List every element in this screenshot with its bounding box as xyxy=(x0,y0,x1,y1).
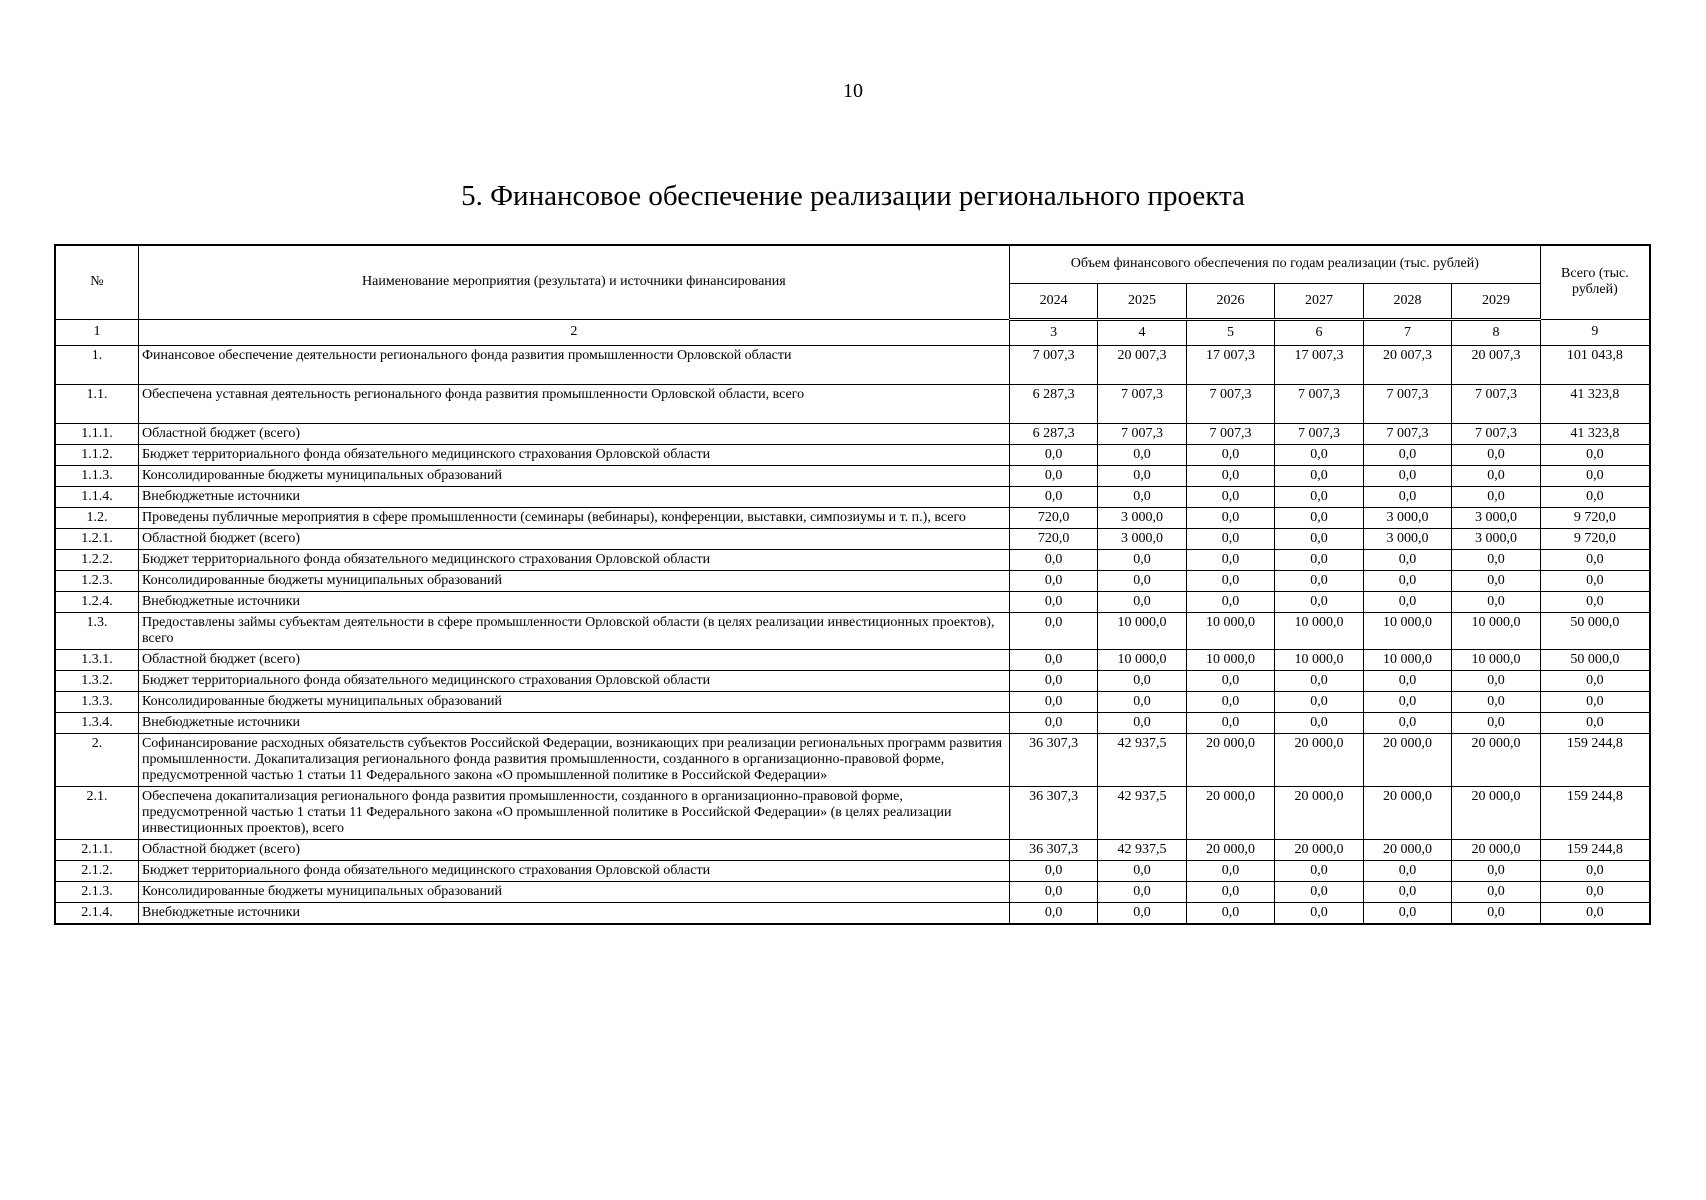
column-numbers-row xyxy=(55,319,1650,345)
table-row xyxy=(55,465,1650,486)
row-year-value: 36 307,3 xyxy=(1009,839,1097,860)
table-row xyxy=(55,839,1650,860)
row-index: 1.2.1. xyxy=(55,528,138,549)
row-year-value: 3 000,0 xyxy=(1452,507,1541,528)
row-year-value: 0,0 xyxy=(1009,649,1097,670)
row-name: Областной бюджет (всего) xyxy=(138,649,1009,670)
row-index: 2.1.1. xyxy=(55,839,138,860)
row-year-value: 0,0 xyxy=(1452,591,1541,612)
row-year-value: 20 000,0 xyxy=(1275,839,1363,860)
row-year-value: 0,0 xyxy=(1363,902,1451,924)
row-year-value: 20 000,0 xyxy=(1452,786,1541,839)
table-row xyxy=(55,570,1650,591)
row-name: Областной бюджет (всего) xyxy=(138,423,1009,444)
row-year-value: 0,0 xyxy=(1275,860,1363,881)
row-year-value: 0,0 xyxy=(1275,444,1363,465)
row-total-value: 0,0 xyxy=(1540,670,1650,691)
row-year-value: 10 000,0 xyxy=(1098,649,1186,670)
row-year-value: 0,0 xyxy=(1009,444,1097,465)
row-year-value: 10 000,0 xyxy=(1098,612,1186,649)
table-row xyxy=(55,670,1650,691)
row-year-value: 0,0 xyxy=(1452,902,1541,924)
row-year-value: 6 287,3 xyxy=(1009,384,1097,423)
column-number: 6 xyxy=(1275,319,1363,345)
row-year-value: 20 000,0 xyxy=(1186,839,1274,860)
row-year-value: 0,0 xyxy=(1452,881,1541,902)
row-name: Внебюджетные источники xyxy=(138,712,1009,733)
row-year-value: 0,0 xyxy=(1186,444,1274,465)
row-year-value: 0,0 xyxy=(1452,465,1541,486)
row-total-value: 41 323,8 xyxy=(1540,384,1650,423)
row-year-value: 3 000,0 xyxy=(1098,507,1186,528)
row-name: Консолидированные бюджеты муниципальных образований xyxy=(138,881,1009,902)
row-year-value: 10 000,0 xyxy=(1275,612,1363,649)
row-year-value: 0,0 xyxy=(1098,549,1186,570)
row-year-value: 20 000,0 xyxy=(1186,786,1274,839)
row-index: 1.1.1. xyxy=(55,423,138,444)
row-total-value: 0,0 xyxy=(1540,712,1650,733)
row-year-value: 0,0 xyxy=(1009,465,1097,486)
row-year-value: 10 000,0 xyxy=(1452,612,1541,649)
row-year-value: 0,0 xyxy=(1009,591,1097,612)
row-total-value: 0,0 xyxy=(1540,691,1650,712)
row-year-value: 0,0 xyxy=(1186,860,1274,881)
row-year-value: 42 937,5 xyxy=(1098,839,1186,860)
row-year-value: 0,0 xyxy=(1275,486,1363,507)
table-row xyxy=(55,345,1650,384)
table-row xyxy=(55,528,1650,549)
row-year-value: 20 000,0 xyxy=(1363,786,1451,839)
page-number: 10 xyxy=(843,80,863,102)
row-year-value: 0,0 xyxy=(1275,549,1363,570)
row-year-value: 0,0 xyxy=(1363,570,1451,591)
row-year-value: 7 007,3 xyxy=(1186,384,1274,423)
row-year-value: 42 937,5 xyxy=(1098,733,1186,786)
row-index: 1.3.1. xyxy=(55,649,138,670)
row-year-value: 10 000,0 xyxy=(1186,649,1274,670)
row-year-value: 20 000,0 xyxy=(1452,839,1541,860)
row-total-value: 0,0 xyxy=(1540,486,1650,507)
row-year-value: 10 000,0 xyxy=(1363,649,1451,670)
row-year-value: 0,0 xyxy=(1275,465,1363,486)
row-year-value: 36 307,3 xyxy=(1009,786,1097,839)
row-year-value: 0,0 xyxy=(1009,612,1097,649)
row-index: 2.1. xyxy=(55,786,138,839)
row-index: 2. xyxy=(55,733,138,786)
row-year-value: 0,0 xyxy=(1275,670,1363,691)
row-year-value: 0,0 xyxy=(1452,860,1541,881)
row-year-value: 0,0 xyxy=(1186,465,1274,486)
row-year-value: 0,0 xyxy=(1363,691,1451,712)
row-name: Бюджет территориального фонда обязательного медицинского страхования Орловской области xyxy=(138,444,1009,465)
row-year-value: 0,0 xyxy=(1009,486,1097,507)
row-year-value: 0,0 xyxy=(1009,712,1097,733)
row-year-value: 0,0 xyxy=(1363,549,1451,570)
row-year-value: 0,0 xyxy=(1186,902,1274,924)
financing-table xyxy=(54,244,1651,925)
row-year-value: 0,0 xyxy=(1186,591,1274,612)
row-year-value: 0,0 xyxy=(1009,881,1097,902)
row-year-value: 0,0 xyxy=(1186,528,1274,549)
row-year-value: 20 000,0 xyxy=(1186,733,1274,786)
row-year-value: 0,0 xyxy=(1452,570,1541,591)
table-row xyxy=(55,384,1650,423)
row-name: Областной бюджет (всего) xyxy=(138,528,1009,549)
table-row xyxy=(55,691,1650,712)
row-year-value: 17 007,3 xyxy=(1275,345,1363,384)
row-total-value: 0,0 xyxy=(1540,881,1650,902)
row-index: 1.1. xyxy=(55,384,138,423)
row-year-value: 0,0 xyxy=(1009,691,1097,712)
row-total-value: 0,0 xyxy=(1540,549,1650,570)
row-index: 1.2.3. xyxy=(55,570,138,591)
row-year-value: 0,0 xyxy=(1098,465,1186,486)
row-total-value: 0,0 xyxy=(1540,570,1650,591)
row-name: Обеспечена докапитализация регионального фонда развития промышленности, созданного в организационно-правовой форме, предусмотренной частью 1 статьи 11 Федерального закона «О промышленной политике в Российской Федерации» (в целях реализации инвестиционных проектов), всего xyxy=(138,786,1009,839)
row-year-value: 6 287,3 xyxy=(1009,423,1097,444)
row-year-value: 0,0 xyxy=(1009,860,1097,881)
table-row xyxy=(55,902,1650,924)
row-year-value: 0,0 xyxy=(1098,591,1186,612)
row-year-value: 0,0 xyxy=(1452,670,1541,691)
header-year: 2026 xyxy=(1186,283,1274,319)
row-year-value: 20 000,0 xyxy=(1363,733,1451,786)
row-name: Проведены публичные мероприятия в сфере промышленности (семинары (вебинары), конференции, выставки, симпозиумы и т. п.), всего xyxy=(138,507,1009,528)
row-year-value: 0,0 xyxy=(1098,486,1186,507)
header-year: 2024 xyxy=(1009,283,1097,319)
row-index: 1.1.4. xyxy=(55,486,138,507)
table-body xyxy=(55,345,1650,924)
row-year-value: 0,0 xyxy=(1186,549,1274,570)
row-year-value: 7 007,3 xyxy=(1363,384,1451,423)
row-year-value: 0,0 xyxy=(1098,902,1186,924)
row-year-value: 20 000,0 xyxy=(1275,786,1363,839)
row-year-value: 20 000,0 xyxy=(1363,839,1451,860)
row-total-value: 50 000,0 xyxy=(1540,612,1650,649)
row-total-value: 0,0 xyxy=(1540,902,1650,924)
row-index: 1.2.2. xyxy=(55,549,138,570)
row-index: 1. xyxy=(55,345,138,384)
row-index: 1.3. xyxy=(55,612,138,649)
row-name: Внебюджетные источники xyxy=(138,902,1009,924)
column-number: 9 xyxy=(1540,319,1650,345)
table-row xyxy=(55,860,1650,881)
row-year-value: 0,0 xyxy=(1452,486,1541,507)
column-number: 4 xyxy=(1098,319,1186,345)
row-year-value: 20 000,0 xyxy=(1275,733,1363,786)
row-index: 1.1.3. xyxy=(55,465,138,486)
row-name: Бюджет территориального фонда обязательного медицинского страхования Орловской области xyxy=(138,860,1009,881)
row-index: 1.3.4. xyxy=(55,712,138,733)
financing-table-container xyxy=(54,244,1651,925)
column-number: 5 xyxy=(1186,319,1274,345)
column-number: 7 xyxy=(1363,319,1451,345)
table-row xyxy=(55,549,1650,570)
row-year-value: 0,0 xyxy=(1186,670,1274,691)
page-title: 5. Финансовое обеспечение реализации регионального проекта xyxy=(461,180,1245,212)
row-year-value: 0,0 xyxy=(1186,712,1274,733)
row-year-value: 10 000,0 xyxy=(1452,649,1541,670)
row-year-value: 7 007,3 xyxy=(1098,384,1186,423)
column-number: 2 xyxy=(138,319,1009,345)
row-year-value: 0,0 xyxy=(1098,881,1186,902)
header-year: 2028 xyxy=(1363,283,1451,319)
row-year-value: 0,0 xyxy=(1363,860,1451,881)
row-year-value: 0,0 xyxy=(1363,486,1451,507)
row-year-value: 0,0 xyxy=(1363,591,1451,612)
row-year-value: 0,0 xyxy=(1275,528,1363,549)
row-year-value: 7 007,3 xyxy=(1009,345,1097,384)
table-row xyxy=(55,712,1650,733)
table-row xyxy=(55,423,1650,444)
row-name: Внебюджетные источники xyxy=(138,486,1009,507)
row-year-value: 0,0 xyxy=(1275,902,1363,924)
row-year-value: 0,0 xyxy=(1009,902,1097,924)
header-year: 2025 xyxy=(1098,283,1186,319)
row-total-value: 0,0 xyxy=(1540,444,1650,465)
row-year-value: 0,0 xyxy=(1452,549,1541,570)
header-volume: Объем финансового обеспечения по годам реализации (тыс. рублей) xyxy=(1009,245,1540,283)
row-year-value: 3 000,0 xyxy=(1363,507,1451,528)
row-year-value: 7 007,3 xyxy=(1452,384,1541,423)
row-name: Обеспечена уставная деятельность регионального фонда развития промышленности Орловской области, всего xyxy=(138,384,1009,423)
row-total-value: 159 244,8 xyxy=(1540,733,1650,786)
row-year-value: 0,0 xyxy=(1363,712,1451,733)
row-index: 1.2.4. xyxy=(55,591,138,612)
row-year-value: 0,0 xyxy=(1452,712,1541,733)
row-year-value: 0,0 xyxy=(1186,507,1274,528)
row-name: Бюджет территориального фонда обязательного медицинского страхования Орловской области xyxy=(138,549,1009,570)
row-year-value: 0,0 xyxy=(1009,549,1097,570)
table-row xyxy=(55,591,1650,612)
table-row xyxy=(55,733,1650,786)
row-year-value: 10 000,0 xyxy=(1275,649,1363,670)
table-row xyxy=(55,649,1650,670)
row-year-value: 0,0 xyxy=(1098,444,1186,465)
header-year: 2029 xyxy=(1452,283,1541,319)
row-year-value: 20 007,3 xyxy=(1452,345,1541,384)
table-row xyxy=(55,881,1650,902)
row-name: Внебюджетные источники xyxy=(138,591,1009,612)
row-index: 1.2. xyxy=(55,507,138,528)
row-name: Предоставлены займы субъектам деятельности в сфере промышленности Орловской области (в целях реализации инвестиционных проектов), всего xyxy=(138,612,1009,649)
row-year-value: 0,0 xyxy=(1009,570,1097,591)
table-row xyxy=(55,486,1650,507)
row-year-value: 0,0 xyxy=(1363,881,1451,902)
row-year-value: 10 000,0 xyxy=(1186,612,1274,649)
row-year-value: 0,0 xyxy=(1098,670,1186,691)
column-number: 1 xyxy=(55,319,138,345)
row-total-value: 50 000,0 xyxy=(1540,649,1650,670)
header-year: 2027 xyxy=(1275,283,1363,319)
row-year-value: 0,0 xyxy=(1009,670,1097,691)
row-name: Консолидированные бюджеты муниципальных образований xyxy=(138,691,1009,712)
row-year-value: 0,0 xyxy=(1186,486,1274,507)
header-number: № xyxy=(55,245,138,319)
row-year-value: 0,0 xyxy=(1452,444,1541,465)
row-total-value: 41 323,8 xyxy=(1540,423,1650,444)
row-year-value: 3 000,0 xyxy=(1363,528,1451,549)
table-row xyxy=(55,444,1650,465)
row-name: Финансовое обеспечение деятельности регионального фонда развития промышленности Орловской области xyxy=(138,345,1009,384)
row-year-value: 0,0 xyxy=(1098,860,1186,881)
row-year-value: 0,0 xyxy=(1275,507,1363,528)
row-year-value: 7 007,3 xyxy=(1363,423,1451,444)
row-total-value: 159 244,8 xyxy=(1540,786,1650,839)
header-total: Всего (тыс. рублей) xyxy=(1540,245,1650,319)
row-year-value: 7 007,3 xyxy=(1098,423,1186,444)
row-index: 1.1.2. xyxy=(55,444,138,465)
row-year-value: 42 937,5 xyxy=(1098,786,1186,839)
row-total-value: 9 720,0 xyxy=(1540,528,1650,549)
row-year-value: 20 007,3 xyxy=(1098,345,1186,384)
row-year-value: 10 000,0 xyxy=(1363,612,1451,649)
header-name: Наименование мероприятия (результата) и источники финансирования xyxy=(138,245,1009,319)
row-index: 2.1.3. xyxy=(55,881,138,902)
row-year-value: 3 000,0 xyxy=(1452,528,1541,549)
row-year-value: 0,0 xyxy=(1363,670,1451,691)
row-index: 1.3.3. xyxy=(55,691,138,712)
row-total-value: 0,0 xyxy=(1540,860,1650,881)
table-row xyxy=(55,507,1650,528)
row-year-value: 7 007,3 xyxy=(1275,423,1363,444)
row-year-value: 20 000,0 xyxy=(1452,733,1541,786)
row-total-value: 0,0 xyxy=(1540,591,1650,612)
row-year-value: 20 007,3 xyxy=(1363,345,1451,384)
row-index: 2.1.2. xyxy=(55,860,138,881)
row-year-value: 0,0 xyxy=(1275,591,1363,612)
row-name: Консолидированные бюджеты муниципальных образований xyxy=(138,465,1009,486)
row-year-value: 720,0 xyxy=(1009,528,1097,549)
row-year-value: 17 007,3 xyxy=(1186,345,1274,384)
row-year-value: 720,0 xyxy=(1009,507,1097,528)
row-year-value: 36 307,3 xyxy=(1009,733,1097,786)
row-total-value: 0,0 xyxy=(1540,465,1650,486)
row-year-value: 3 000,0 xyxy=(1098,528,1186,549)
row-year-value: 0,0 xyxy=(1275,881,1363,902)
row-year-value: 0,0 xyxy=(1098,712,1186,733)
row-year-value: 0,0 xyxy=(1363,444,1451,465)
column-number: 8 xyxy=(1452,319,1541,345)
row-name: Софинансирование расходных обязательств субъектов Российской Федерации, возникающих при реализации региональных программ развития промышленности. Докапитализация регионального фонда развития промышленности, созданного в организационно-правовой форме, предусмотренной частью 1 статьи 11 Федерального закона «О промышленной политике в Российской Федерации» xyxy=(138,733,1009,786)
row-total-value: 9 720,0 xyxy=(1540,507,1650,528)
table-row xyxy=(55,612,1650,649)
row-year-value: 0,0 xyxy=(1098,691,1186,712)
row-year-value: 0,0 xyxy=(1275,570,1363,591)
row-total-value: 101 043,8 xyxy=(1540,345,1650,384)
row-index: 1.3.2. xyxy=(55,670,138,691)
row-total-value: 159 244,8 xyxy=(1540,839,1650,860)
row-year-value: 0,0 xyxy=(1186,691,1274,712)
row-year-value: 0,0 xyxy=(1363,465,1451,486)
row-year-value: 0,0 xyxy=(1275,712,1363,733)
row-year-value: 0,0 xyxy=(1186,570,1274,591)
row-year-value: 7 007,3 xyxy=(1452,423,1541,444)
row-year-value: 7 007,3 xyxy=(1186,423,1274,444)
row-name: Консолидированные бюджеты муниципальных образований xyxy=(138,570,1009,591)
row-year-value: 7 007,3 xyxy=(1275,384,1363,423)
row-name: Бюджет территориального фонда обязательного медицинского страхования Орловской области xyxy=(138,670,1009,691)
row-year-value: 0,0 xyxy=(1098,570,1186,591)
column-number: 3 xyxy=(1009,319,1097,345)
row-index: 2.1.4. xyxy=(55,902,138,924)
row-year-value: 0,0 xyxy=(1275,691,1363,712)
row-name: Областной бюджет (всего) xyxy=(138,839,1009,860)
table-row xyxy=(55,786,1650,839)
row-year-value: 0,0 xyxy=(1452,691,1541,712)
row-year-value: 0,0 xyxy=(1186,881,1274,902)
